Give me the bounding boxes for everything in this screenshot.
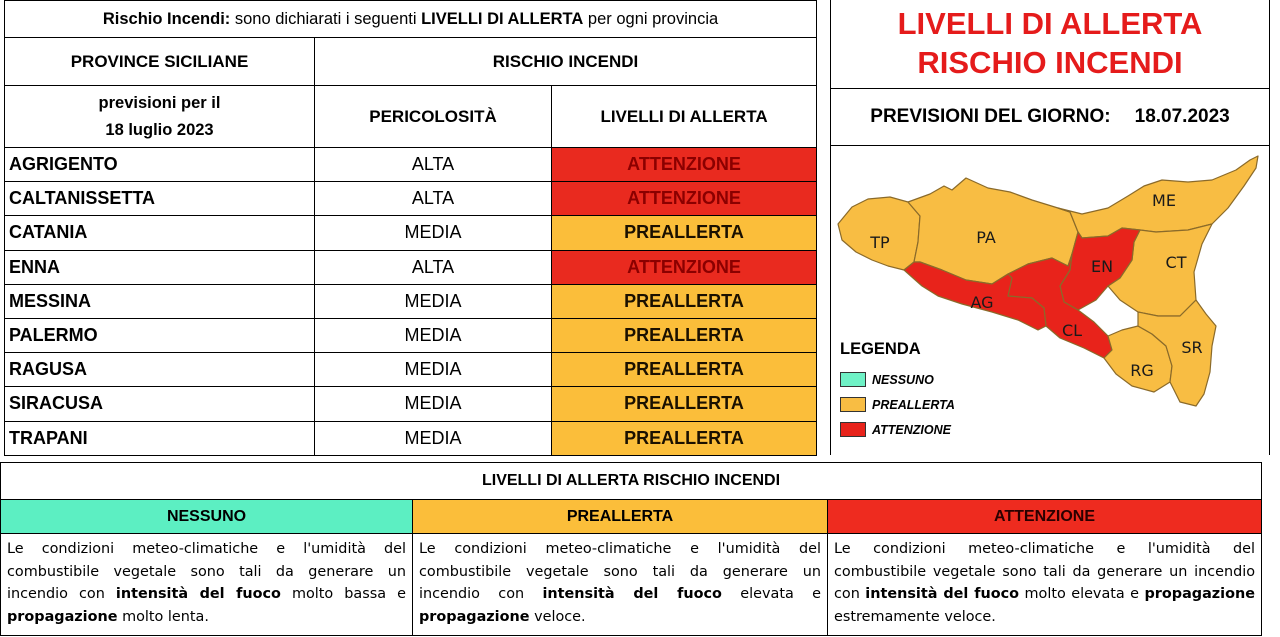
forecast-day-date: 18.07.2023 — [1134, 106, 1230, 127]
table-row — [5, 148, 817, 182]
intro-text-2: per ogni provincia — [583, 9, 719, 28]
level-description-attenzione — [828, 534, 1262, 636]
level-header-preallerta: PREALLERTA — [413, 500, 828, 534]
col-danger-header: PERICOLOSITÀ — [315, 86, 552, 148]
province-name: MESSINA — [5, 284, 315, 318]
desc-bold: propagazione — [7, 608, 118, 625]
level-header-nessuno: NESSUNO — [1, 500, 413, 534]
province-name: RAGUSA — [5, 353, 315, 387]
level-description-preallerta — [413, 534, 828, 636]
table-row — [5, 182, 817, 216]
map-label-ct: CT — [1165, 253, 1187, 272]
map-label-ag: AG — [970, 293, 994, 312]
desc-bold: propagazione — [1144, 586, 1256, 602]
level-description-nessuno — [1, 534, 413, 636]
alert-level: PREALLERTA — [552, 216, 817, 250]
desc-bold: propagazione — [419, 608, 530, 625]
map-label-sr: SR — [1181, 338, 1203, 357]
map-label-pa: PA — [976, 228, 996, 247]
table-row — [5, 284, 817, 318]
province-alert-table — [4, 0, 817, 456]
danger-value: ALTA — [315, 182, 552, 216]
desc-text: Le condizioni meteo-climatiche e l'umidità del combustibile vegetale sono tali da generare un incendio con — [7, 541, 406, 602]
danger-value: MEDIA — [315, 318, 552, 352]
legend-title: LEGENDA — [840, 340, 921, 358]
map-label-cl: CL — [1061, 321, 1083, 340]
province-name: PALERMO — [5, 318, 315, 352]
levels-table-title: LIVELLI DI ALLERTA RISCHIO INCENDI — [1, 463, 1262, 500]
col-levels-header: LIVELLI DI ALLERTA — [552, 86, 817, 148]
map-label-me: ME — [1152, 191, 1176, 210]
desc-text: veloce. — [529, 608, 586, 625]
desc-text: Le condizioni meteo-climatiche e l'umidità del combustibile vegetale sono tali da generare un incendio con — [419, 541, 821, 602]
alert-level: ATTENZIONE — [552, 250, 817, 284]
legend-label: PREALLERTA — [872, 397, 955, 412]
province-name: AGRIGENTO — [5, 148, 315, 182]
danger-value: MEDIA — [315, 284, 552, 318]
desc-text: molto elevata e — [1019, 586, 1145, 602]
forecast-for-label: previsioni per il — [98, 93, 221, 112]
legend-swatch — [840, 422, 866, 437]
province-name: SIRACUSA — [5, 387, 315, 421]
table-row — [5, 216, 817, 250]
danger-value: ALTA — [315, 148, 552, 182]
alert-level: PREALLERTA — [552, 284, 817, 318]
map-label-tp: TP — [870, 233, 890, 252]
table-row — [5, 318, 817, 352]
danger-value: MEDIA — [315, 421, 552, 455]
forecast-day-label: PREVISIONI DEL GIORNO: — [870, 106, 1111, 127]
intro-banner — [5, 1, 817, 38]
desc-bold: intensità del fuoco — [542, 586, 722, 602]
forecast-date-cell — [5, 86, 315, 148]
danger-value: MEDIA — [315, 353, 552, 387]
province-name: CALTANISSETTA — [5, 182, 315, 216]
panel-title-line2: RISCHIO INCENDI — [917, 45, 1183, 80]
legend-swatch — [840, 397, 866, 412]
desc-text: estremamente veloce. — [834, 608, 996, 625]
legend-item — [840, 397, 955, 412]
desc-text: elevata e — [721, 586, 821, 602]
province-name: CATANIA — [5, 216, 315, 250]
desc-bold: intensità del fuoco — [865, 586, 1020, 602]
levels-description-table — [0, 462, 1262, 636]
col-risk-header: RISCHIO INCENDI — [315, 38, 817, 86]
province-name: ENNA — [5, 250, 315, 284]
danger-value: MEDIA — [315, 216, 552, 250]
legend-item — [840, 422, 951, 437]
province-name: TRAPANI — [5, 421, 315, 455]
desc-bold: intensità del fuoco — [115, 586, 281, 602]
desc-text: molto lenta. — [117, 608, 209, 625]
alert-level: ATTENZIONE — [552, 148, 817, 182]
table-row — [5, 353, 817, 387]
desc-text: molto bassa e — [280, 586, 406, 602]
alert-level: PREALLERTA — [552, 387, 817, 421]
map-label-rg: RG — [1130, 361, 1154, 380]
intro-text-1: sono dichiarati i seguenti — [230, 9, 422, 28]
alert-level: ATTENZIONE — [552, 182, 817, 216]
forecast-day — [830, 88, 1270, 146]
legend-label: ATTENZIONE — [872, 422, 951, 437]
table-row — [5, 421, 817, 455]
panel-title-line1: LIVELLI DI ALLERTA — [897, 6, 1203, 41]
col-province-header: PROVINCE SICILIANE — [5, 38, 315, 86]
legend-swatch — [840, 372, 866, 387]
intro-bold: LIVELLI DI ALLERTA — [421, 9, 584, 28]
table-row — [5, 387, 817, 421]
alert-level: PREALLERTA — [552, 421, 817, 455]
forecast-date-label: 18 luglio 2023 — [105, 120, 214, 139]
panel-title — [830, 0, 1270, 88]
map-label-en: EN — [1090, 257, 1114, 276]
alert-level: PREALLERTA — [552, 318, 817, 352]
legend-item — [840, 372, 934, 387]
intro-label: Rischio Incendi: — [102, 9, 231, 28]
danger-value: ALTA — [315, 250, 552, 284]
table-row — [5, 250, 817, 284]
alert-level: PREALLERTA — [552, 353, 817, 387]
desc-text: Le condizioni meteo-climatiche e l'umidità del combustibile vegetale sono tali da generare un incendio con — [834, 541, 1256, 602]
level-header-attenzione: ATTENZIONE — [828, 500, 1262, 534]
legend-label: NESSUNO — [872, 372, 934, 387]
danger-value: MEDIA — [315, 387, 552, 421]
